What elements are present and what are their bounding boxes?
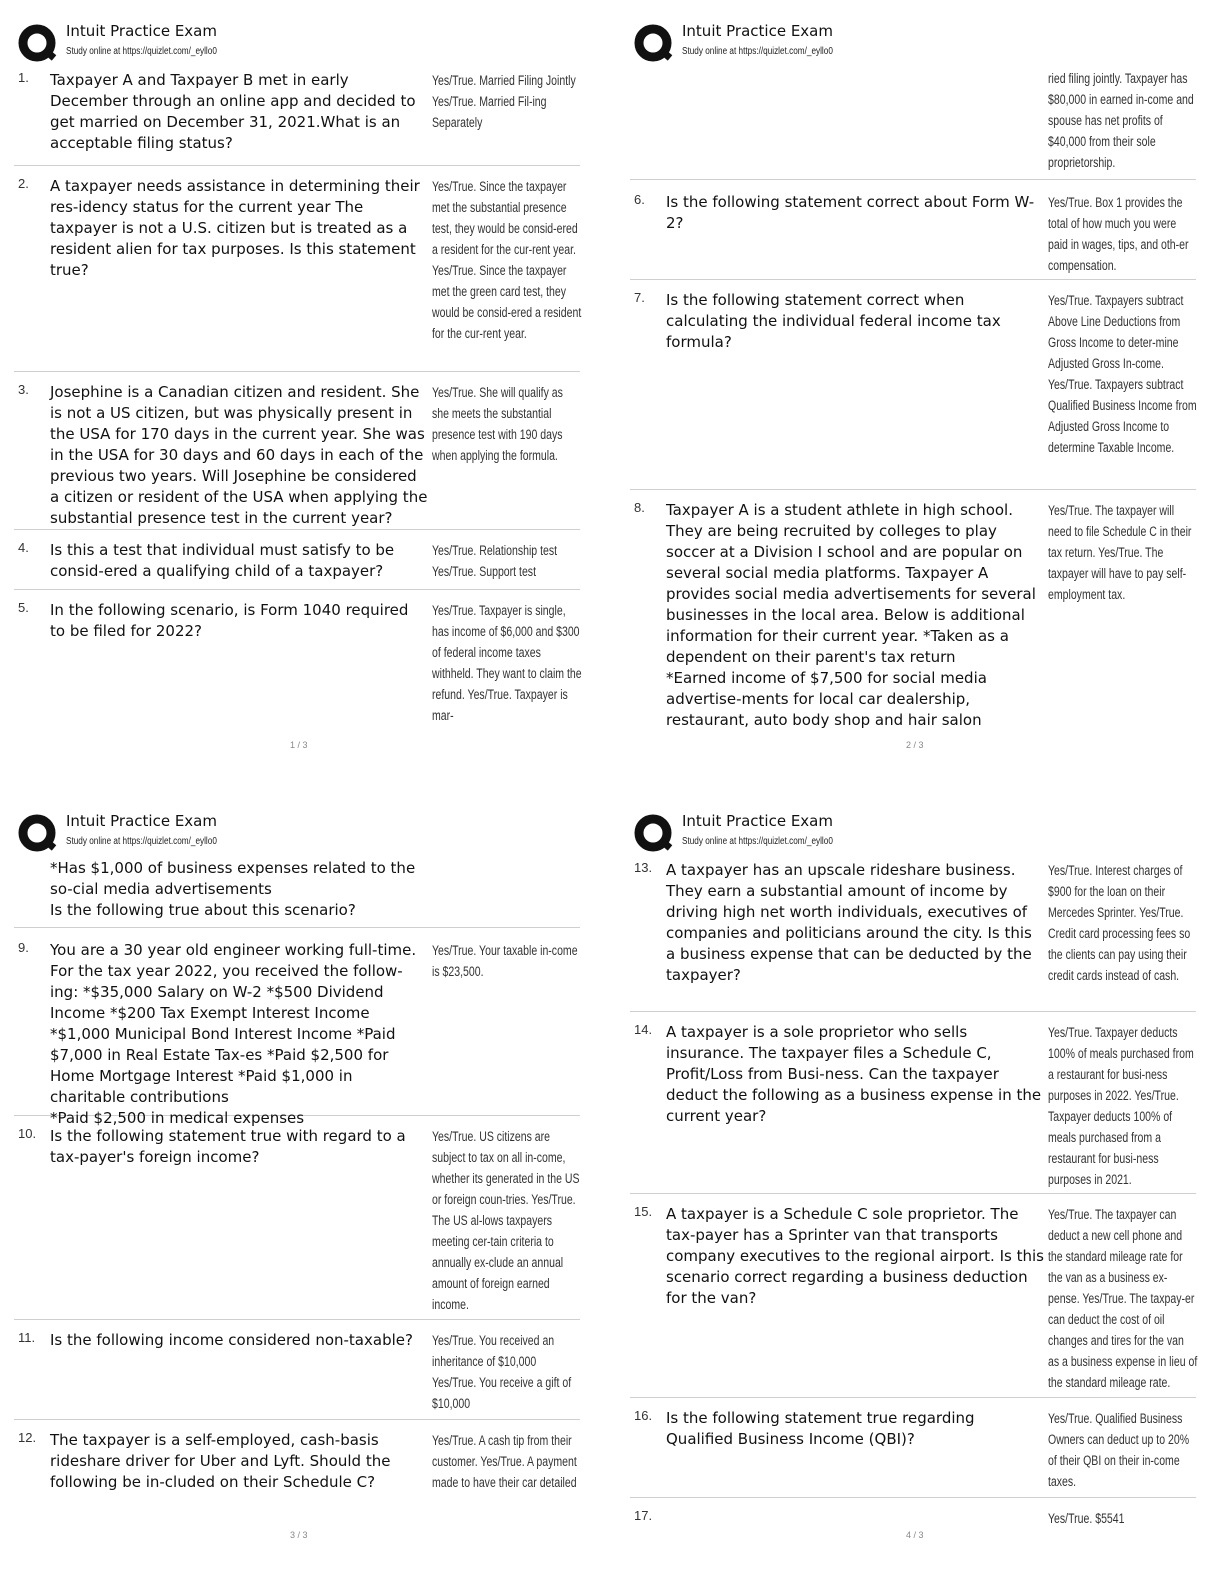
question-text: Is the following income considered non-taxable?: [50, 1331, 413, 1349]
question-number: 8.: [634, 500, 645, 515]
question-item: [630, 1506, 1196, 1546]
answer-text: Yes/True. Relationship test Yes/True. Support test: [432, 543, 558, 579]
question-text: Josephine is a Canadian citizen and resident. She is not a US citizen, but was physically present in the USA for 170 days in the current year. She was in the USA for 30 days and 60 days in each of the previous two years. Will Josephine be considered a citizen or resident of the USA when applying the substantial presence test in the current year?: [50, 383, 428, 527]
brand-title: Intuit Practice Exam: [66, 812, 217, 830]
question-number: 9.: [18, 940, 29, 955]
answer-text: Yes/True. Since the taxpayer met the substantial presence test, they would be consid-ered a resident for the cur-rent year. Yes/True. Since the taxpayer met the green card test, they would be consid-ered a resident for the cur-rent year.: [432, 179, 582, 341]
answer-text: Yes/True. Interest charges of $900 for the loan on their Mercedes Sprinter. Yes/True. Credit card processing fees so the clients can pay using their credit cards instead of cash.: [1048, 863, 1191, 983]
question-number: 5.: [18, 600, 29, 615]
question-text-continued: *Paid $2,500 in medical expenses: [50, 1109, 305, 1127]
question-number: 16.: [634, 1408, 653, 1423]
question-text: A taxpayer has an upscale rideshare business. They earn a substantial amount of income by driving high net worth individuals, executives of companies and politicians around the city. Is this a business expense that can be deducted by the taxpayer?: [666, 861, 1032, 984]
answer-text: Yes/True. The taxpayer will need to file Schedule C in their tax return. Yes/True. The taxpayer will have to pay self-employment tax.: [1048, 503, 1192, 602]
answer-text: Yes/True. She will qualify as she meets the substantial presence test with 190 days when applying the formula.: [432, 385, 563, 463]
quizlet-logo-icon: [18, 24, 58, 64]
answer-text: Yes/True. Your taxable in-come is $23,500.: [432, 943, 578, 979]
page-number: 2 / 3: [906, 740, 924, 750]
page-number: 1 / 3: [290, 740, 308, 750]
question-number: 12.: [18, 1430, 37, 1445]
question-number: 17.: [634, 1508, 653, 1523]
answer-text: Yes/True. Married Filing Jointly Yes/True. Married Fil-ing Separately: [432, 73, 576, 130]
answer-text: Yes/True. Taxpayer is single, has income of $6,000 and $300 of federal income taxes withheld. They want to claim the refund. Yes/True. Taxpayer is mar-: [432, 603, 582, 723]
page-1: [14, 20, 594, 790]
question-text: A taxpayer is a sole proprietor who sells insurance. The taxpayer files a Schedule C, Profit/Loss from Busi-ness. Can the taxpayer deduct the following as a business expense in the current year?: [666, 1023, 1042, 1125]
question-text: A taxpayer needs assistance in determining their res-idency status for the current year The taxpayer is not a U.S. citizen but is treated as a resident alien for tax purposes. Is this statement true?: [50, 177, 420, 279]
question-text: The taxpayer is a self-employed, cash-basis rideshare driver for Uber and Lyft. Should the following be in-cluded on their Schedule C?: [50, 1431, 391, 1491]
answer-text: Yes/True. A cash tip from their customer. Yes/True. A payment made to have their car detailed: [432, 1433, 577, 1490]
page-4: [630, 810, 1210, 1580]
question-text: In the following scenario, is Form 1040 required to be filed for 2022?: [50, 601, 409, 640]
question-item: [14, 1328, 580, 1420]
question-number: 13.: [634, 860, 653, 875]
question-text: A taxpayer is a Schedule C sole proprietor. The tax-payer has a Sprinter van that transports company executives to the regional airport. Is this scenario correct regarding a business deduction for the van?: [666, 1205, 1044, 1307]
question-number: 14.: [634, 1022, 653, 1037]
continued-question-text: *Has $1,000 of business expenses related to the so-cial media advertisements: [50, 859, 416, 898]
question-number: 10.: [18, 1126, 37, 1141]
continued-question-text-2: Is the following true about this scenario?: [50, 901, 356, 919]
brand-title: Intuit Practice Exam: [66, 22, 217, 40]
page-number: 3 / 3: [290, 1530, 308, 1540]
answer-text: Yes/True. The taxpayer can deduct a new cell phone and the standard mileage rate for the van as a business ex-pense. Yes/True. The taxpay-er can deduct the cost of oil changes and tires for the van as a business expense in lieu of the standard mileage rate.: [1048, 1207, 1198, 1390]
question-item: [630, 1406, 1196, 1498]
answer-text: Yes/True. US citizens are subject to tax on all in-come, whether its generated in the US or foreign coun-tries. Yes/True. The US al-lows taxpayers meeting cer-tain criteria to annually ex-clude an annual amount of foreign earned income.: [432, 1129, 580, 1312]
question-text: Is this a test that individual must satisfy to be consid-ered a qualifying child of a taxpayer?: [50, 541, 395, 580]
question-text: Is the following statement correct about Form W-2?: [666, 193, 1035, 232]
question-item: [14, 68, 580, 166]
question-text: Is the following statement true with regard to a tax-payer's foreign income?: [50, 1127, 406, 1166]
question-item: [630, 1202, 1196, 1398]
quizlet-logo-icon: [634, 814, 674, 854]
page-header: [14, 20, 594, 64]
answer-text: Yes/True. Taxpayers subtract Above Line Deductions from Gross Income to deter-mine Adjusted Gross In-come. Yes/True. Taxpayers subtract Qualified Business Income from Adjusted Gross Income to determine Taxable Income.: [1048, 293, 1197, 455]
quizlet-logo-icon: [634, 24, 674, 64]
page-number: 4 / 3: [906, 1530, 924, 1540]
question-text: You are a 30 year old engineer working full-time. For the tax year 2022, you received the follow-ing: *$35,000 Salary on W-2 *$500 Dividend Income *$200 Tax Exempt Interest Income *$1,000 Municipal Bond Interest Income *Paid $7,000 in Real Estate Tax-es *Paid $2,500 for Home Mortgage Interest *Paid $1,000 in charitable contributions: [50, 941, 417, 1106]
question-number: 1.: [18, 70, 29, 85]
page-header: [630, 20, 1210, 64]
question-number: 6.: [634, 192, 645, 207]
quizlet-logo-icon: [18, 814, 58, 854]
question-text: Taxpayer A is a student athlete in high school. They are being recruited by colleges to play soccer at a Division I school and are popular on several social media platforms. Taxpayer A provides social media advertisements for several businesses in the local area. Below is additional information for their current year. *Taken as a dependent on their parent's tax return: [666, 501, 1036, 666]
question-text: Is the following statement correct when calculating the individual federal income tax formula?: [666, 291, 1001, 351]
continued-answer-block: [630, 68, 1196, 180]
answer-text: Yes/True. Qualified Business Owners can deduct up to 20% of their QBI on their in-come taxes.: [1048, 1411, 1190, 1489]
study-link[interactable]: Study online at https://quizlet.com/_eyllo0: [66, 836, 217, 847]
page-header: [630, 810, 1210, 854]
question-item: [14, 174, 580, 372]
study-link[interactable]: Study online at https://quizlet.com/_eyllo0: [66, 46, 217, 57]
brand-title: Intuit Practice Exam: [682, 22, 833, 40]
question-item: [14, 538, 580, 590]
question-item: [14, 938, 580, 1127]
question-item: [630, 858, 1196, 1012]
page-3: [14, 810, 594, 1580]
question-number: 7.: [634, 290, 645, 305]
answer-text: Yes/True. Taxpayer deducts 100% of meals purchased from a restaurant for busi-ness purposes in 2022. Yes/True. Taxpayer deducts 100% of meals purchased from a restaurant for busi-ness purposes in 2021.: [1048, 1025, 1194, 1187]
page-header: [14, 810, 594, 854]
question-text: Is the following statement true regarding Qualified Business Income (QBI)?: [666, 1409, 975, 1448]
question-number: 11.: [18, 1330, 36, 1345]
question-number: 15.: [634, 1204, 653, 1219]
question-number: 4.: [18, 540, 29, 555]
page-2: [630, 20, 1210, 790]
question-item: [630, 498, 1196, 738]
question-item: [14, 380, 580, 530]
question-item: [14, 1428, 580, 1524]
brand-title: Intuit Practice Exam: [682, 812, 833, 830]
continued-question-block: [14, 858, 580, 928]
study-link[interactable]: Study online at https://quizlet.com/_eyllo0: [682, 46, 833, 57]
question-item: [14, 598, 580, 728]
question-item: [14, 1124, 580, 1320]
question-item: [630, 288, 1196, 490]
answer-text: Yes/True. $5541: [1048, 1511, 1125, 1526]
question-number: 3.: [18, 382, 29, 397]
answer-text: Yes/True. You received an inheritance of $10,000 Yes/True. You receive a gift of $10,000: [432, 1333, 572, 1411]
question-text-continued: *Earned income of $7,500 for social media advertise-ments for local car dealership, restaurant, auto body shop and hair salon: [666, 669, 987, 729]
study-link[interactable]: Study online at https://quizlet.com/_eyllo0: [682, 836, 833, 847]
answer-text: Yes/True. Box 1 provides the total of how much you were paid in wages, tips, and oth-er compensation.: [1048, 195, 1189, 273]
question-item: [630, 1020, 1196, 1194]
question-text: Taxpayer A and Taxpayer B met in early December through an online app and decided to get married on December 31, 2021.What is an acceptable filing status?: [50, 71, 416, 152]
continued-answer: ried filing jointly. Taxpayer has $80,000 in earned in-come and spouse has net profits of $40,000 from their sole proprietorship.: [1048, 71, 1194, 170]
question-item: [630, 190, 1196, 280]
question-number: 2.: [18, 176, 29, 191]
